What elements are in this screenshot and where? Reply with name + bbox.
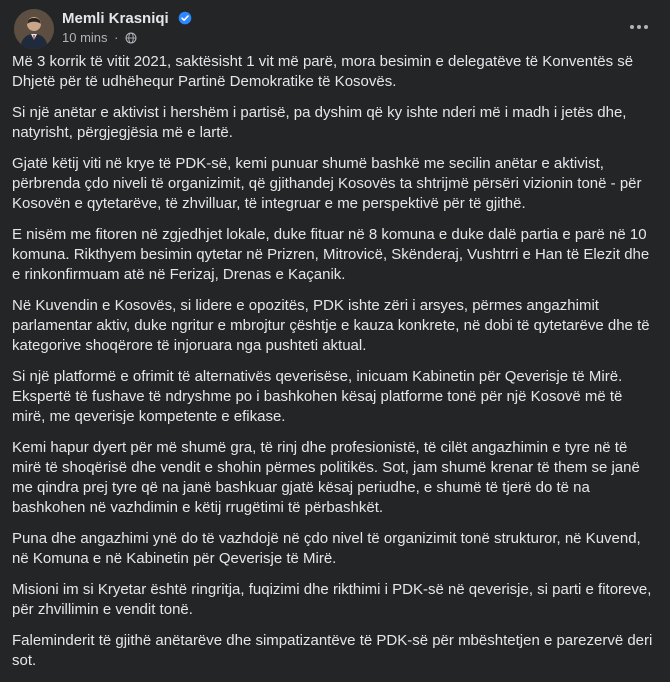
post-paragraph: Si një platformë e ofrimit të alternativës qeverisëse, inicuam Kabinetin për Qeverisje të Mirë. Ekspertë të fushave të ndryshme po i bashkohen kësaj platforme tonë për një Kosovë më të mirë, me qeverisje kompetente e efikase. bbox=[12, 368, 623, 425]
verified-badge-icon bbox=[178, 11, 192, 25]
author-name[interactable] bbox=[62, 10, 192, 27]
post-header bbox=[12, 8, 658, 48]
post-body bbox=[12, 52, 658, 682]
post-paragraph: Në Kuvendin e Kosovës, si lidere e opozitës, PDK ishte zëri i arsyes, përmes angazhimit parlamentar aktiv, duke ngritur e mbrojtur çështje e kauza konkrete, në dobi të qytetarëve dhe të kategorive shoqërore të injoruara nga pushteti aktual. bbox=[12, 297, 650, 354]
avatar[interactable] bbox=[14, 9, 54, 49]
post-paragraph: Më 3 korrik të vitit 2021, saktësisht 1 vit më parë, mora besimin e delegatëve të Konventës së Dhjetë për të udhëhequr Partinë Demokratike të Kosovës. bbox=[12, 53, 634, 90]
post-paragraph: Gjatë këtij viti në krye të PDK-së, kemi punuar shumë bashkë me secilin anëtar e aktivist, përbrenda çdo niveli të organizimit, që gjithandej Kosovës ta shtrijmë përsëri vizionin tonë - për Kosovën e qytetarëve, të zhvilluar, të integruar e me perspektivë për të gjithë. bbox=[12, 155, 642, 212]
post-paragraph: Puna dhe angazhimi ynë do të vazhdojë në çdo nivel të organizimit tonë strukturor, në Kuvend, në Komuna e në Kabinetin për Qeverisje të Mirë. bbox=[12, 530, 641, 567]
post-timestamp[interactable]: 10 mins bbox=[62, 30, 108, 45]
post-paragraph: Si një anëtar e aktivist i hershëm i partisë, pa dyshim që ky ishte nderi më i madh i jetës dhe, natyrisht, përgjegjësia më e lartë. bbox=[12, 104, 627, 141]
post-paragraph: Misioni im si Kryetar është ringritja, fuqizimi dhe rikthimi i PDK-së në qeverisje, si parti e fitoreve, për zhvillimin e vendit tonë. bbox=[12, 581, 652, 618]
post-paragraph: Kemi hapur dyert për më shumë gra, të rinj dhe profesionistë, të cilët angazhimin e tyre në të mirë të shoqërisë dhe vendit e shohin përmes politikës. Sot, jam shumë krenar të them se janë me qindra prej tyre që na janë bashkuar gjatë kësaj periudhe, e shumë të tjerë do të na bashkohen në vazhdimin e këtij rrugëtimi të përbashkët. bbox=[12, 439, 640, 516]
meta-separator: · bbox=[114, 30, 119, 45]
post-paragraph: Faleminderit të gjithë anëtarëve dhe simpatizantëve të PDK-së për mbështetjen e parezervë deri sot. bbox=[12, 632, 653, 669]
globe-icon[interactable] bbox=[125, 32, 137, 44]
more-options-button[interactable] bbox=[624, 12, 654, 42]
author-name-text[interactable]: Memli Krasniqi bbox=[62, 10, 169, 27]
avatar-image bbox=[14, 9, 54, 49]
post-meta bbox=[62, 30, 137, 45]
post-paragraph: E nisëm me fitoren në zgjedhjet lokale, duke fituar në 8 komuna e duke dalë partia e parë në 10 komuna. Rikthyem besimin qytetar në Prizren, Mitrovicë, Skënderaj, Vushtrri e Han të Elezit dhe e rinkonfirmuam atë në Ferizaj, Drenas e Kaçanik. bbox=[12, 226, 650, 283]
more-options-icon bbox=[629, 24, 649, 30]
